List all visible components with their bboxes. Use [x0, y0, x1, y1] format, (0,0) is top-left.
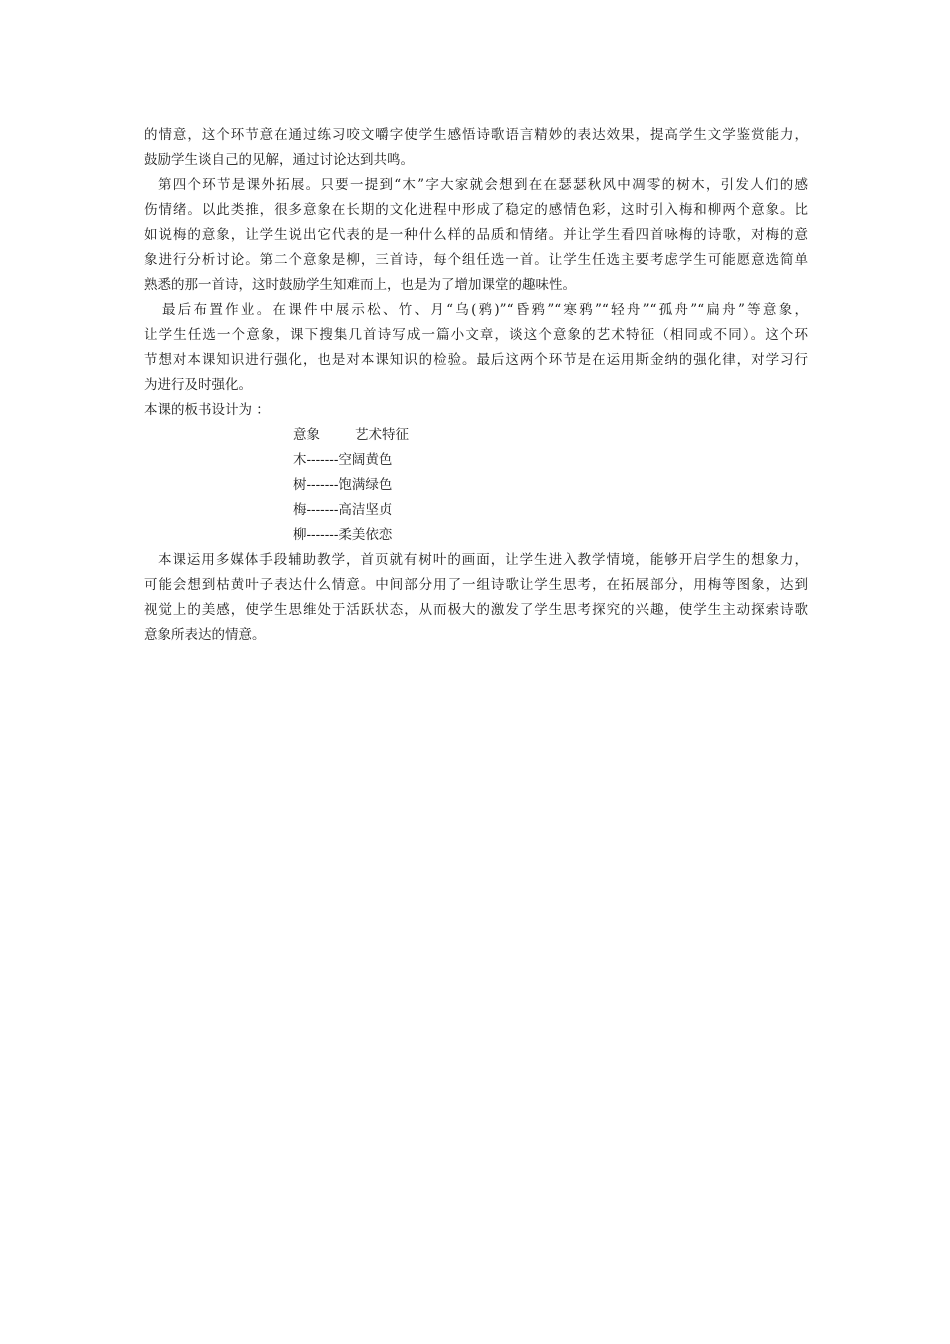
text-line: 为进行及时强化。 — [144, 377, 252, 393]
text-line: 最后布置作业。在课件中展示松、竹、月“乌(鸦)”“昏鸦”“寒鸦”“轻舟”“孤舟”“扁舟”等意象， — [162, 302, 808, 318]
board-header — [293, 423, 808, 448]
text-line: 本课运用多媒体手段辅助教学，首页就有树叶的画面，让学生进入教学情境，能够开启学生的想象力， — [158, 552, 808, 568]
board-header-imagery: 意象 — [293, 427, 320, 443]
board-header-feature: 艺术特征 — [355, 427, 409, 443]
board-row: 木-------空阔黄色 — [293, 452, 393, 468]
text-line: 节想对本课知识进行强化，也是对本课知识的检验。最后这两个环节是在运用斯金纳的强化律，对学习行 — [144, 352, 808, 368]
paragraph-homework — [144, 298, 808, 398]
paragraph-continuation — [144, 123, 808, 173]
text-line: 让学生任选一个意象，课下搜集几首诗写成一篇小文章，谈这个意象的艺术特征（相同或不同）。这个环 — [144, 327, 808, 343]
text-line: 第四个环节是课外拓展。只要一提到“木”字大家就会想到在在瑟瑟秋风中凋零的树木，引发人们的感 — [158, 177, 808, 193]
board-design — [293, 423, 808, 548]
board-row: 柳-------柔美依恋 — [293, 527, 393, 543]
text-line: 的情意，这个环节意在通过练习咬文嚼字使学生感悟诗歌语言精妙的表达效果，提高学生文学鉴赏能力， — [144, 127, 808, 143]
text-line: 视觉上的美感，使学生思维处于活跃状态，从而极大的激发了学生思考探究的兴趣，使学生主动探索诗歌 — [144, 602, 808, 618]
document-body — [144, 123, 808, 648]
board-row: 梅-------高洁坚贞 — [293, 502, 393, 518]
paragraph-board-intro — [144, 398, 808, 423]
text-line: 意象所表达的情意。 — [144, 627, 266, 643]
text-line: 本课的板书设计为 ： — [144, 402, 270, 418]
text-line: 可能会想到枯黄叶子表达什么情意。中间部分用了一组诗歌让学生思考，在拓展部分，用梅等图象，达到 — [144, 577, 808, 593]
text-line: 鼓励学生谈自己的见解，通过讨论达到共鸣。 — [144, 152, 414, 168]
board-row: 树-------饱满绿色 — [293, 477, 393, 493]
paragraph-closing — [144, 548, 808, 648]
paragraph-extension — [144, 173, 808, 298]
text-line: 熟悉的那一首诗，这时鼓励学生知难而上，也是为了增加课堂的趣味性。 — [144, 277, 576, 293]
text-line: 伤情绪。以此类推，很多意象在长期的文化进程中形成了稳定的感情色彩，这时引入梅和柳两个意象。比 — [144, 202, 808, 218]
text-line: 如说梅的意象，让学生说出它代表的是一种什么样的品质和情绪。并让学生看四首咏梅的诗歌，对梅的意 — [144, 227, 808, 243]
text-line: 象进行分析讨论。第二个意象是柳，三首诗，每个组任选一首。让学生任选主要考虑学生可能愿意选简单 — [144, 252, 808, 268]
